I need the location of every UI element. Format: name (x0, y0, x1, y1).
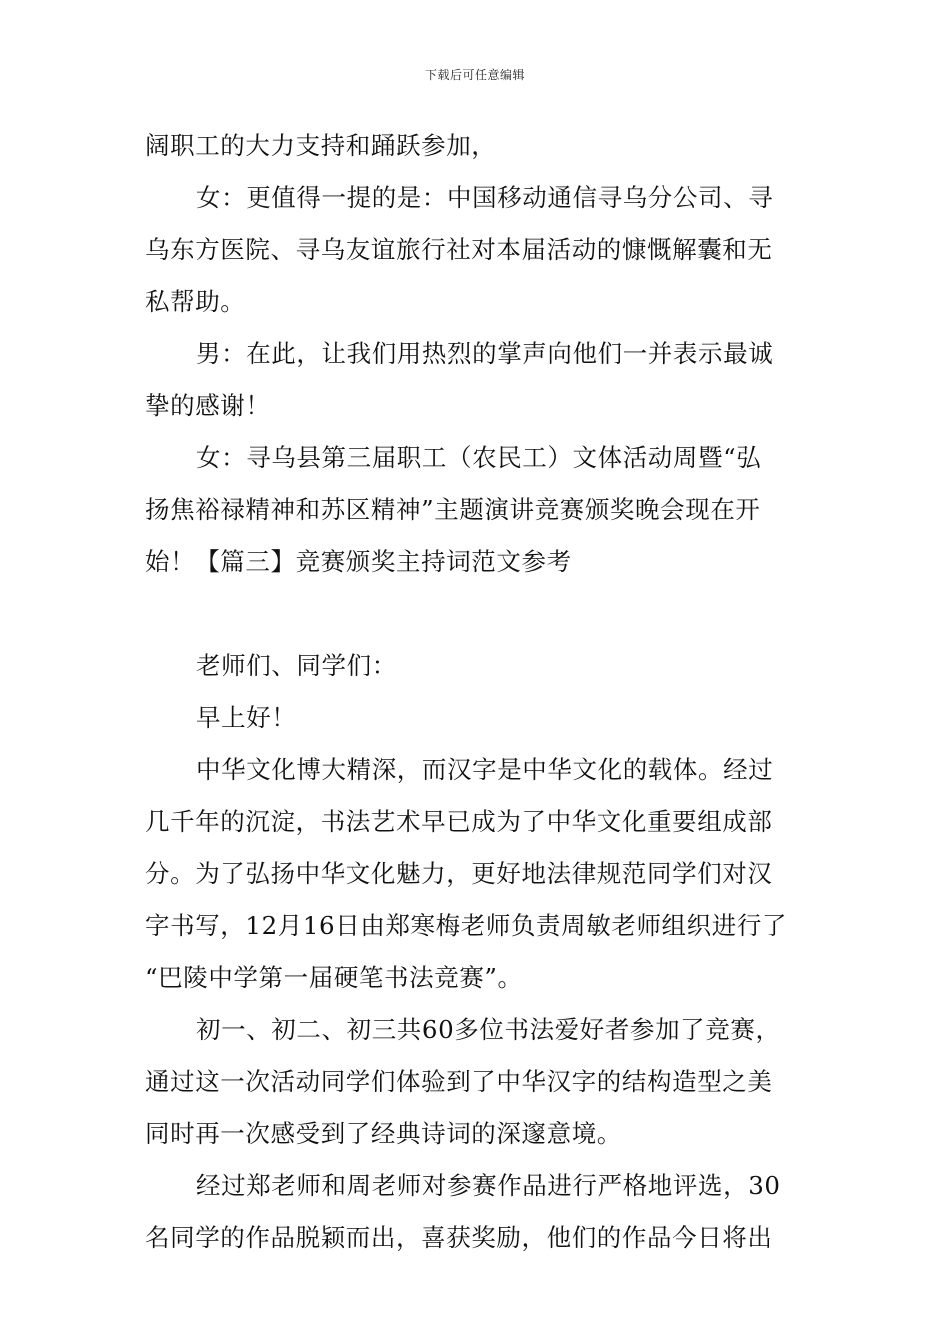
text-line: 同时再一次感受到了经典诗词的深邃意境。 (145, 1119, 622, 1148)
blank-line (145, 594, 809, 646)
text-line: 初一、初二、初三共60多位书法爱好者参加了竞赛， (196, 1015, 781, 1044)
text-line: 扬焦裕禄精神和苏区精神”主题演讲竞赛颁奖晚会现在开 (145, 495, 761, 524)
text-line: 名同学的作品脱颖而出，喜获奖励，他们的作品今日将出 (145, 1223, 773, 1252)
text-line: 分。为了弘扬中华文化魅力，更好地法律规范同学们对汉 (145, 859, 773, 888)
document-body (145, 126, 809, 1270)
text-line: 中华文化博大精深，而汉字是中华文化的载体。经过 (196, 755, 774, 784)
text-line: 经过郑老师和周老师对参赛作品进行严格地评选，30 (196, 1171, 781, 1200)
text-line: 挚的感谢！ (145, 391, 271, 420)
text-line: 男：在此，让我们用热烈的掌声向他们一并表示最诚 (196, 339, 774, 368)
text-line: 女：更值得一提的是：中国移动通信寻乌分公司、寻 (196, 183, 774, 212)
text-line: 私帮助。 (145, 287, 246, 316)
text-line: 字书写，12月16日由郑寒梅老师负责周敏老师组织进行了 (145, 911, 788, 940)
text-line: 老师们、同学们： (196, 651, 397, 680)
text-line: 乌东方医院、寻乌友谊旅行社对本届活动的慷慨解囊和无 (145, 235, 773, 264)
text-line: 几千年的沉淀，书法艺术早已成为了中华文化重要组成部 (145, 807, 773, 836)
page-header: 下载后可任意编辑 (424, 68, 525, 82)
text-line: 通过这一次活动同学们体验到了中华汉字的结构造型之美 (145, 1067, 773, 1096)
text-line: 始！【篇三】竞赛颁奖主持词范文参考 (145, 547, 572, 576)
text-line: 早上好！ (196, 703, 297, 732)
text-line: 女：寻乌县第三届职工（农民工）文体活动周暨“弘 (196, 443, 762, 472)
text-line: “巴陵中学第一届硬笔书法竞赛”。 (145, 963, 523, 992)
text-line: 阔职工的大力支持和踊跃参加， (145, 131, 497, 160)
